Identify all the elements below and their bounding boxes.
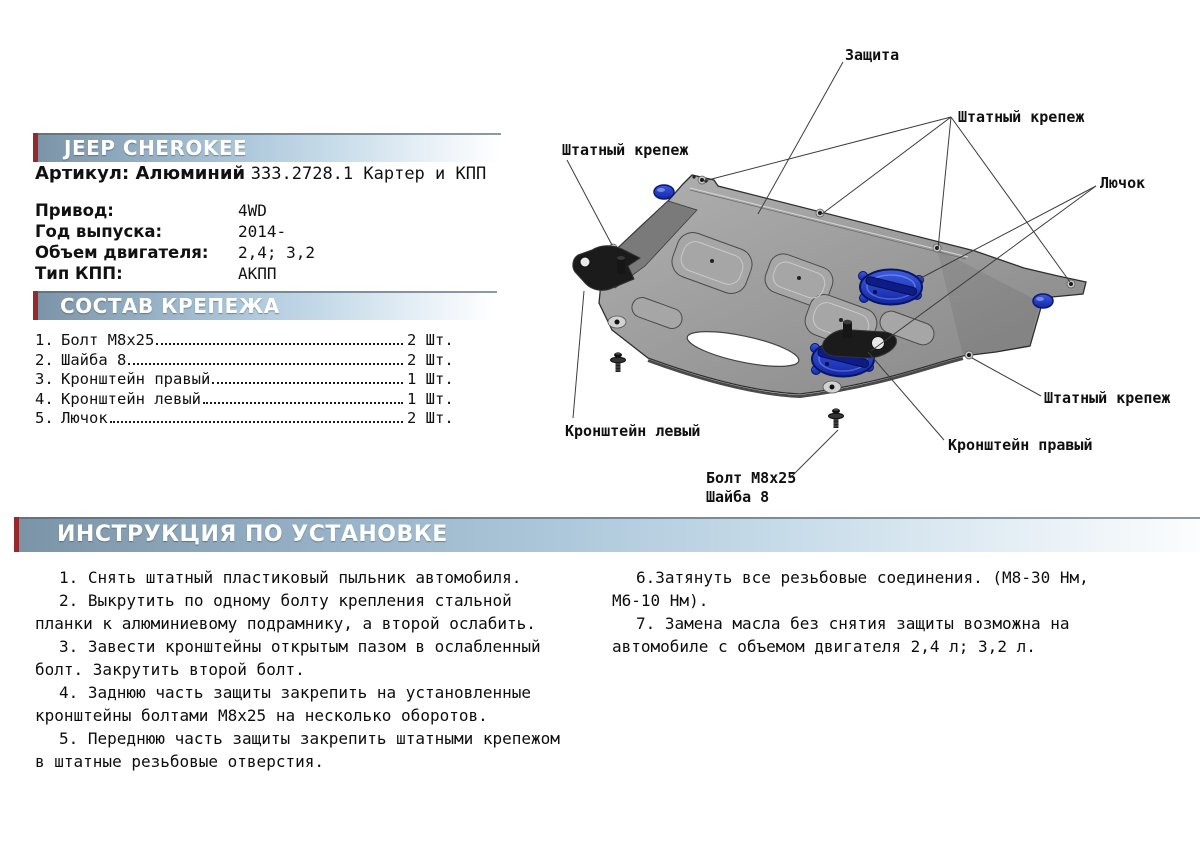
- spec-value: 2,4; 3,2: [238, 243, 316, 262]
- instruction-step: 4. Заднюю часть защиты закрепить на установленные кронштейны болтами М8х25 на несколько оборотов.: [35, 683, 532, 725]
- skid-plate-diagram: [540, 25, 1195, 510]
- label-factory-mount-right: Штатный крепеж: [1044, 389, 1171, 407]
- part-number: 1.: [35, 331, 54, 349]
- spec-label: Объем двигателя:: [35, 243, 209, 262]
- list-item: [35, 409, 459, 429]
- leader-line: [567, 160, 612, 245]
- leader-line: [822, 117, 951, 214]
- spec-table: [35, 200, 315, 284]
- instruction-step: 1. Снять штатный пластиковый пыльник автомобиля.: [59, 568, 522, 587]
- dotted-leader: [110, 421, 403, 423]
- part-name: Кронштейн левый: [61, 389, 201, 408]
- part-qty: 1 Шт.: [407, 370, 454, 388]
- instruction-step: 7. Замена масла без снятия защиты возможна на автомобиле с объемом двигателя 2,4 л; 3,2 л.: [612, 614, 1070, 656]
- part-name: Шайба 8: [61, 350, 127, 369]
- spec-row: [35, 263, 315, 284]
- part-name: Кронштейн правый: [61, 370, 211, 388]
- spec-label: Год выпуска:: [35, 222, 163, 241]
- spec-label: Привод:: [35, 201, 114, 220]
- label-bolt: Болт М8х25: [706, 469, 797, 487]
- dotted-leader: [128, 363, 403, 365]
- instruction-step: 6.Затянуть все резьбовые соединения. (М8-30 Нм, М6-10 Нм).: [612, 568, 1089, 610]
- instructions-title-bar: [14, 517, 1200, 552]
- leader-line: [704, 117, 951, 181]
- instructions-title: ИНСТРУКЦИЯ ПО УСТАНОВКЕ: [57, 522, 448, 547]
- article-value: 333.2728.1 Картер и КПП: [250, 164, 487, 184]
- list-item: [35, 370, 459, 390]
- bolt-icon: [829, 408, 844, 428]
- instructions-right-column: [612, 566, 1100, 658]
- part-qty: 2 Шт.: [407, 350, 454, 369]
- label-factory-mount-top: Штатный крепеж: [958, 108, 1085, 126]
- leader-line: [938, 117, 951, 249]
- dotted-leader: [156, 343, 403, 345]
- product-title-bar: [33, 133, 501, 162]
- label-hatch: Лючок: [1100, 174, 1146, 192]
- label-bracket-left: Кронштейн левый: [565, 422, 701, 440]
- leader-line: [790, 430, 838, 478]
- list-item: [35, 390, 459, 410]
- list-item: [35, 331, 459, 351]
- list-item: [35, 351, 459, 371]
- dotted-leader: [203, 402, 403, 404]
- article-line: [35, 163, 486, 184]
- instruction-step: 3. Завести кронштейны открытым пазом в ослабленный болт. Закрутить второй болт.: [35, 637, 541, 679]
- hardware-title: СОСТАВ КРЕПЕЖА: [60, 293, 280, 318]
- part-qty: 1 Шт.: [407, 389, 454, 408]
- part-qty: 2 Шт.: [407, 331, 454, 349]
- spec-value: АКПП: [238, 264, 277, 283]
- hardware-title-bar: [33, 291, 497, 320]
- label-shield: Защита: [845, 46, 900, 64]
- bolt-icon: [611, 352, 626, 372]
- product-title: JEEP CHEROKEE: [64, 135, 248, 160]
- leader-line: [573, 291, 584, 418]
- part-name: Лючок: [61, 409, 108, 427]
- spec-label: Тип КПП:: [35, 264, 123, 283]
- part-number: 2.: [35, 350, 54, 369]
- label-washer: Шайба 8: [706, 488, 770, 506]
- spec-row: [35, 200, 315, 221]
- instruction-step: 2. Выкрутить по одному болту крепления стальной планки к алюминиевому подрамнику, а второй ослабить.: [35, 591, 536, 633]
- part-qty: 2 Шт.: [407, 409, 454, 427]
- part-name: Болт М8х25: [61, 331, 155, 349]
- instructions-left-column: [35, 566, 575, 773]
- spec-row: [35, 242, 315, 263]
- label-factory-mount-left: Штатный крепеж: [562, 141, 689, 159]
- part-number: 4.: [35, 389, 54, 408]
- spec-value: 2014-: [238, 222, 287, 241]
- spec-row: [35, 221, 315, 242]
- article-label: Артикул: Алюминий: [35, 163, 246, 184]
- instruction-step: 5. Переднюю часть защиты закрепить штатными крепежом в штатные резьбовые отверстия.: [35, 729, 560, 771]
- part-number: 5.: [35, 409, 54, 427]
- leader-line: [758, 62, 843, 214]
- leader-line: [972, 358, 1041, 396]
- part-number: 3.: [35, 370, 54, 388]
- dotted-leader: [212, 382, 403, 384]
- parts-list: [35, 331, 459, 429]
- label-bracket-right: Кронштейн правый: [948, 436, 1093, 454]
- spec-value: 4WD: [238, 201, 267, 220]
